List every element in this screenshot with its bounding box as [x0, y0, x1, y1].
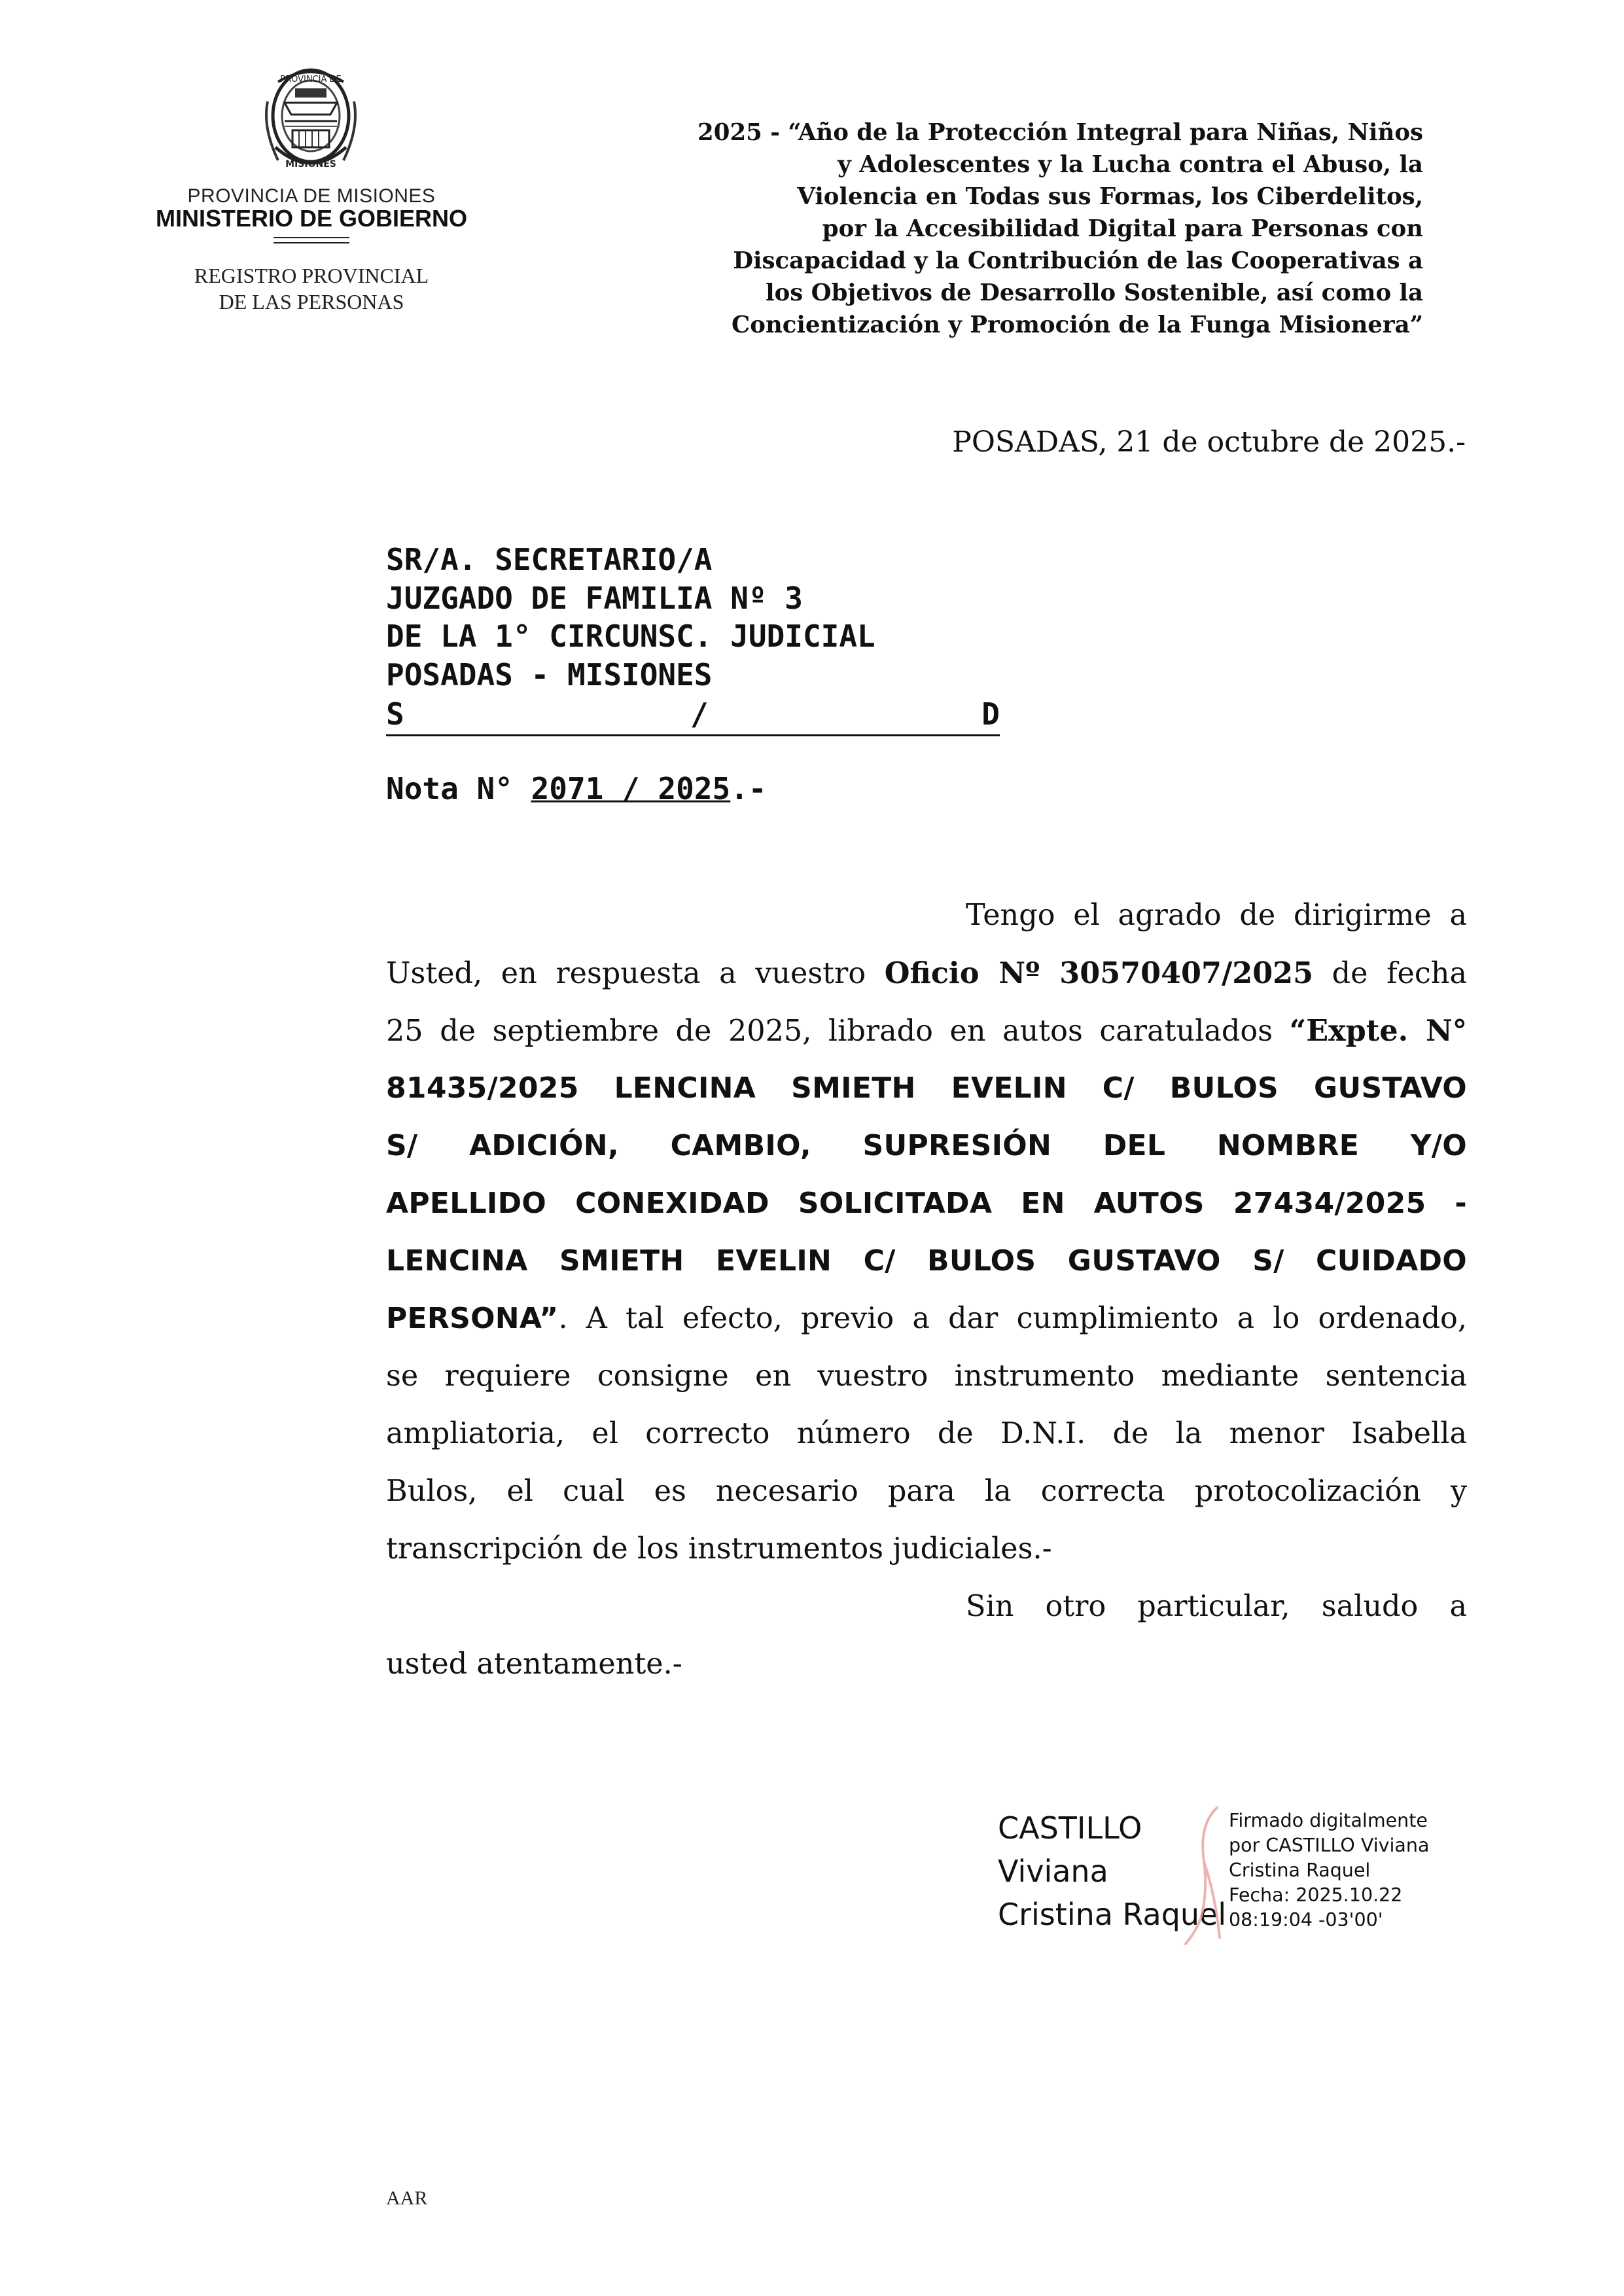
signature-detail-line: Firmado digitalmente	[1229, 1810, 1428, 1831]
addressee-line: DE LA 1° CIRCUNSC. JUDICIAL	[386, 619, 875, 654]
case-title-line: APELLIDO CONEXIDAD SOLICITADA EN AUTOS 27434/2025 -	[386, 1187, 1467, 1220]
nota-label: Nota N°	[386, 771, 513, 806]
author-initials: AAR	[386, 2187, 428, 2209]
year-motto-line: los Objetivos de Desarrollo Sostenible, así como la	[766, 279, 1423, 306]
greeting: Tengo el agrado de dirigirme a	[966, 899, 1467, 932]
signer-name-line: Cristina Raquel	[998, 1897, 1227, 1932]
body-line: 25 de septiembre de 2025, librado en autos caratulados “Expte. N°	[386, 1014, 1467, 1048]
header-divider	[274, 237, 349, 238]
signature-date: Fecha: 2025.10.22	[1229, 1884, 1403, 1906]
signature-detail-line: Cristina Raquel	[1229, 1859, 1371, 1881]
signature-time: 08:19:04 -03'00'	[1229, 1909, 1383, 1931]
body-line: Usted, en respuesta a vuestro Oficio Nº 30570407/2025 de fecha	[386, 956, 1467, 990]
addressee-block	[386, 541, 1040, 694]
province-name: PROVINCIA DE MISIONES	[187, 185, 436, 207]
body-line: ampliatoria, el correcto número de D.N.I. de la menor Isabella	[386, 1417, 1467, 1450]
body-line: se requiere consigne en vuestro instrumento mediante sentencia	[386, 1359, 1467, 1393]
crest-text-bottom: MISIONES	[285, 159, 336, 170]
addressee-line: SR/A. SECRETARIO/A	[386, 542, 713, 577]
nota-suffix: .-	[730, 771, 767, 806]
letter-body	[386, 887, 1467, 1693]
expte-reference: “Expte. N°	[1289, 1014, 1467, 1048]
su-despacho-line	[386, 696, 1000, 736]
year-motto-line: Concientización y Promoción de la Funga Misionera”	[732, 312, 1423, 338]
year-motto-line: Discapacidad y la Contribución de las Cooperativas a	[733, 247, 1423, 274]
signature-detail-line: por CASTILLO Viviana	[1229, 1835, 1430, 1856]
digital-signature-ribbon-icon	[1139, 1799, 1237, 1949]
year-motto	[609, 117, 1423, 341]
body-line: PERSONA”. A tal efecto, previo a dar cumplimiento a lo ordenado,	[386, 1302, 1467, 1335]
body-line: Bulos, el cual es necesario para la correcta protocolización y	[386, 1475, 1467, 1508]
addressee-line: JUZGADO DE FAMILIA Nº 3	[386, 580, 803, 616]
closing-line: usted atentamente.-	[386, 1647, 682, 1681]
signature-details	[1229, 1808, 1477, 1933]
header-divider	[274, 242, 349, 243]
registry-line-1: REGISTRO PROVINCIAL	[194, 264, 429, 287]
signer-name-line: CASTILLO	[998, 1810, 1142, 1846]
nota-number: 2071 / 2025	[531, 771, 731, 806]
case-title-line: 81435/2025 LENCINA SMIETH EVELIN C/ BULOS GUSTAVO	[386, 1071, 1467, 1105]
year-motto-line: por la Accesibilidad Digital para Personas con	[822, 215, 1423, 242]
addressee-line: POSADAS - MISIONES	[386, 656, 713, 692]
year-motto-line: 2025 - “Año de la Protección Integral para Niñas, Niños	[697, 119, 1423, 146]
closing: Sin otro particular, saludo a	[966, 1590, 1467, 1623]
ministry-name: MINISTERIO DE GOBIERNO	[155, 205, 468, 232]
provincial-coat-of-arms-icon	[258, 62, 363, 180]
body-line	[386, 887, 1467, 944]
case-title-line: LENCINA SMIETH EVELIN C/ BULOS GUSTAVO S/ CUIDADO	[386, 1244, 1467, 1278]
closing-line	[386, 1578, 1467, 1636]
case-title-end: PERSONA”	[386, 1302, 559, 1335]
case-title-line: S/ ADICIÓN, CAMBIO, SUPRESIÓN DEL NOMBRE Y/O	[386, 1129, 1467, 1162]
oficio-reference: Oficio Nº 30570407/2025	[884, 956, 1314, 990]
nota-reference	[386, 771, 1040, 806]
sd-right: D	[981, 696, 1000, 732]
crest-text-top: PROVINCIA DE	[280, 75, 342, 84]
registry-line-2: DE LAS PERSONAS	[219, 290, 404, 314]
year-motto-line: y Adolescentes y la Lucha contra el Abuso, la	[838, 151, 1423, 178]
year-motto-line: Violencia en Todas sus Formas, los Ciberdelitos,	[797, 183, 1423, 210]
date-line: POSADAS, 21 de octubre de 2025.-	[952, 425, 1466, 459]
sd-mid: /	[690, 696, 709, 732]
sd-left: S	[386, 696, 404, 732]
body-line: transcripción de los instrumentos judiciales.-	[386, 1532, 1052, 1566]
signer-name-line: Viviana	[998, 1854, 1108, 1889]
